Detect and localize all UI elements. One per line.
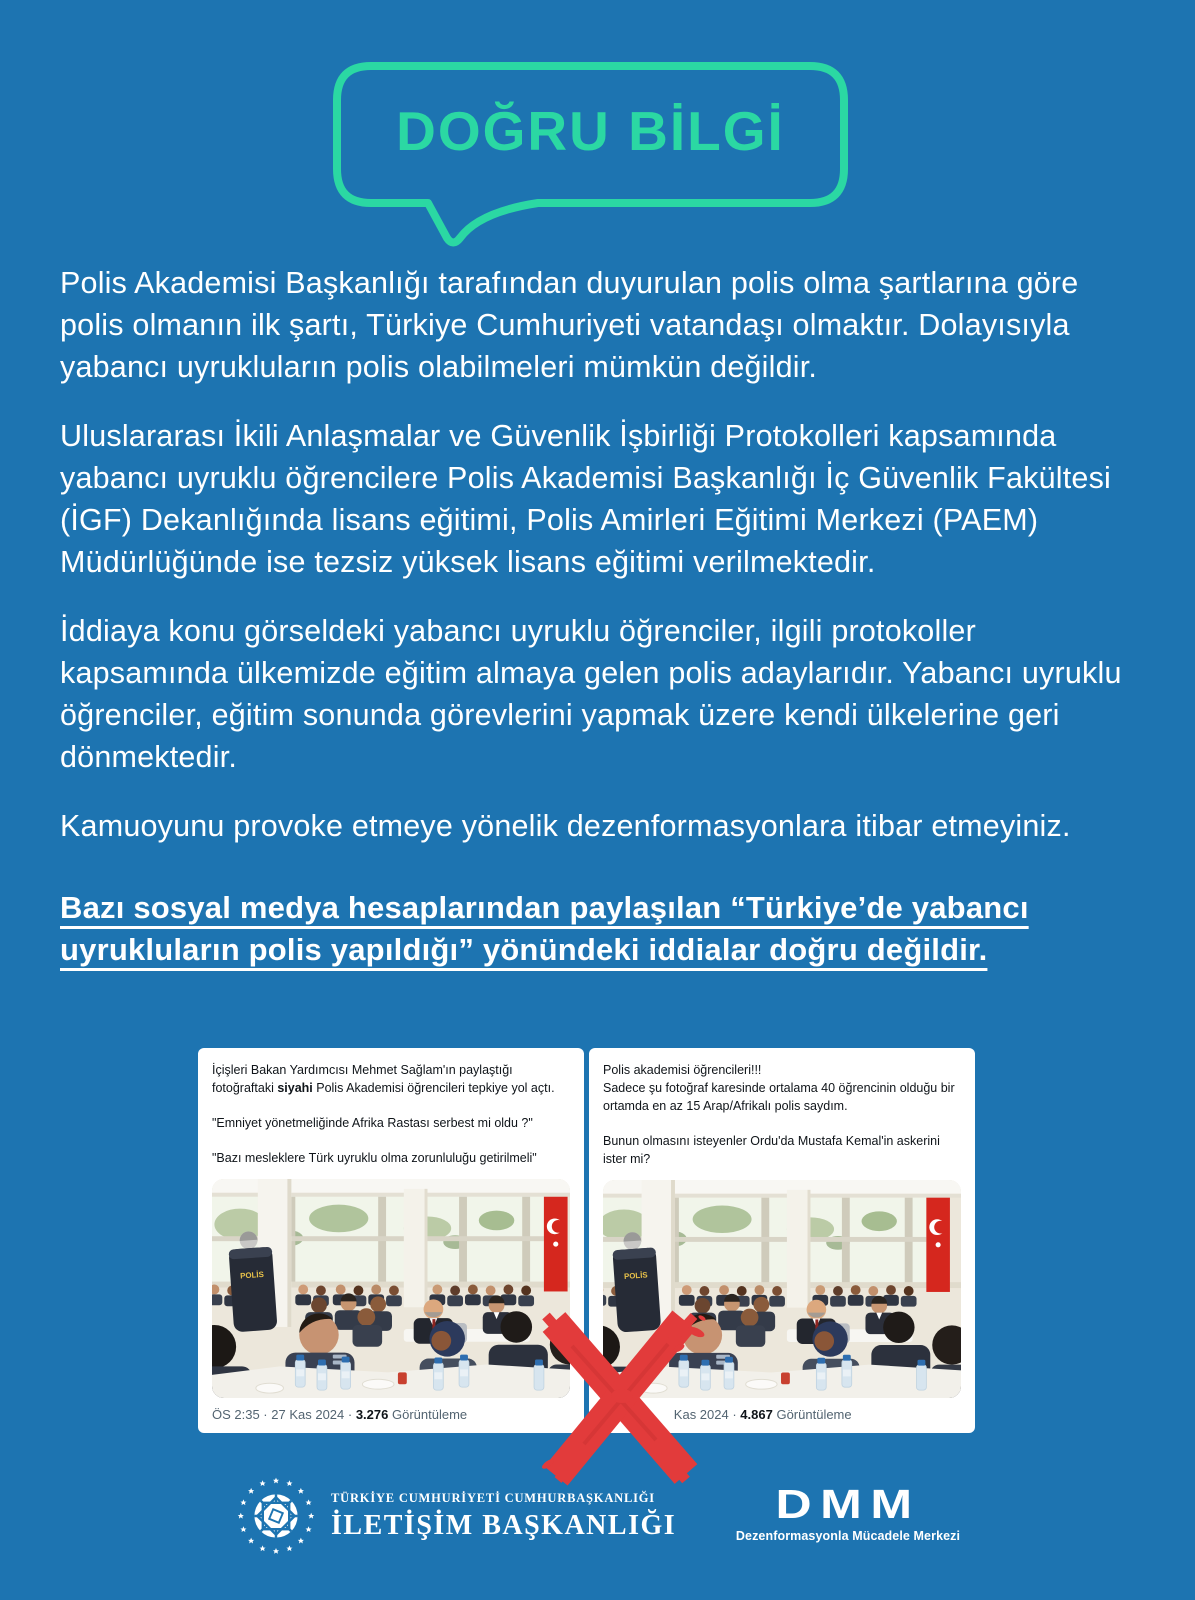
gov-logo-text bbox=[331, 1491, 676, 1542]
tweet-text: Bunun olmasını isteyenler Ordu'da Mustafa Kemal'in askerini ister mi? bbox=[603, 1134, 940, 1166]
tweet-photo bbox=[212, 1179, 570, 1398]
tweet-text: İçişleri Bakan Yardımcısı Mehmet Sağlam'ın paylaştığı fotoğraftaki siyahi Polis Akademisi öğrencileri tepkiye yol açtı. bbox=[212, 1063, 555, 1095]
tweet-timestamp: ÖS 2:35 · 27 Kas 2024 · 3.276 Görüntüleme bbox=[212, 1407, 468, 1422]
views-count: 3.276 bbox=[355, 1407, 389, 1422]
dmm-subtitle: Dezenformasyonla Mücadele Merkezi bbox=[735, 1529, 961, 1543]
dogru-bilgi-badge bbox=[333, 62, 848, 252]
presidency-emblem-icon bbox=[236, 1474, 316, 1558]
gov-line2: İLETİŞİM BAŞKANLIĞI bbox=[331, 1509, 677, 1541]
paragraph-1: Polis Akademisi Başkanlığı tarafından duyurulan polis olma şartlarına göre polis olmanın ilk şartı, Türkiye Cumhuriyeti vatandaşı olmaktır. Dolayısıyla yabancı uyrukluların polis olabilmeleri mümkün değildir. bbox=[60, 266, 1079, 384]
tweet-quote: "Emniyet yönetmeliğinde Afrika Rastası serbest mi oldu ?" bbox=[212, 1116, 533, 1130]
dmm-logo bbox=[718, 1481, 978, 1543]
claim-statement: Bazı sosyal medya hesaplarından paylaşılan “Türkiye’de yabancı uyrukluların polis yapıldığı” yönündeki iddialar doğru değildir. bbox=[60, 890, 1029, 967]
tweet-timestamp: ÖS Kas 2024 · 4.867 Görüntüleme bbox=[603, 1407, 852, 1422]
gov-line1: TÜRKİYE CUMHURİYETİ CUMHURBAŞKANLIĞI bbox=[331, 1490, 655, 1505]
tweet-card-left bbox=[198, 1048, 584, 1433]
paragraph-4: Kamuoyunu provoke etmeye yönelik dezenformasyonlara itibar etmeyiniz. bbox=[60, 809, 1071, 843]
tweet-text: Polis akademisi öğrencileri!!! bbox=[603, 1063, 762, 1077]
body-copy bbox=[60, 262, 1140, 998]
tweet-quote: "Bazı mesleklere Türk uyruklu olma zorunluluğu getirilmeli" bbox=[212, 1151, 537, 1165]
views-count: 4.867 bbox=[740, 1407, 773, 1422]
paragraph-2: Uluslararası İkili Anlaşmalar ve Güvenlik İşbirliği Protokolleri kapsamında yabancı uyruklu öğrencilere Polis Akademisi Başkanlığı İç Güvenlik Fakültesi (İGF) Dekanlığında lisans eğitimi, Polis Amirleri Eğitimi Merkezi (PAEM) Müdürlüğünde ise tezsiz yüksek lisans eğitimi verilmektedir. bbox=[60, 419, 1111, 579]
red-x-icon bbox=[534, 1306, 710, 1488]
academy-photo bbox=[212, 1179, 570, 1398]
dmm-wordmark: DMM bbox=[775, 1481, 921, 1527]
tweet-text: Sadece şu fotoğraf karesinde ortalama 40 öğrencinin olduğu bir ortamda en az 15 Arap/Afrikalı polis saydım. bbox=[603, 1081, 955, 1113]
badge-label: DOĞRU BİLGİ bbox=[396, 99, 785, 162]
paragraph-3: İddiaya konu görseldeki yabancı uyruklu öğrenciler, ilgili protokoller kapsamında ülkemizde eğitim almaya gelen polis adaylarıdır. Yabancı uyruklu öğrenciler, eğitim sonunda görevlerini yapmak üzere kendi ülkelerine geri dönmektedir. bbox=[60, 614, 1122, 774]
